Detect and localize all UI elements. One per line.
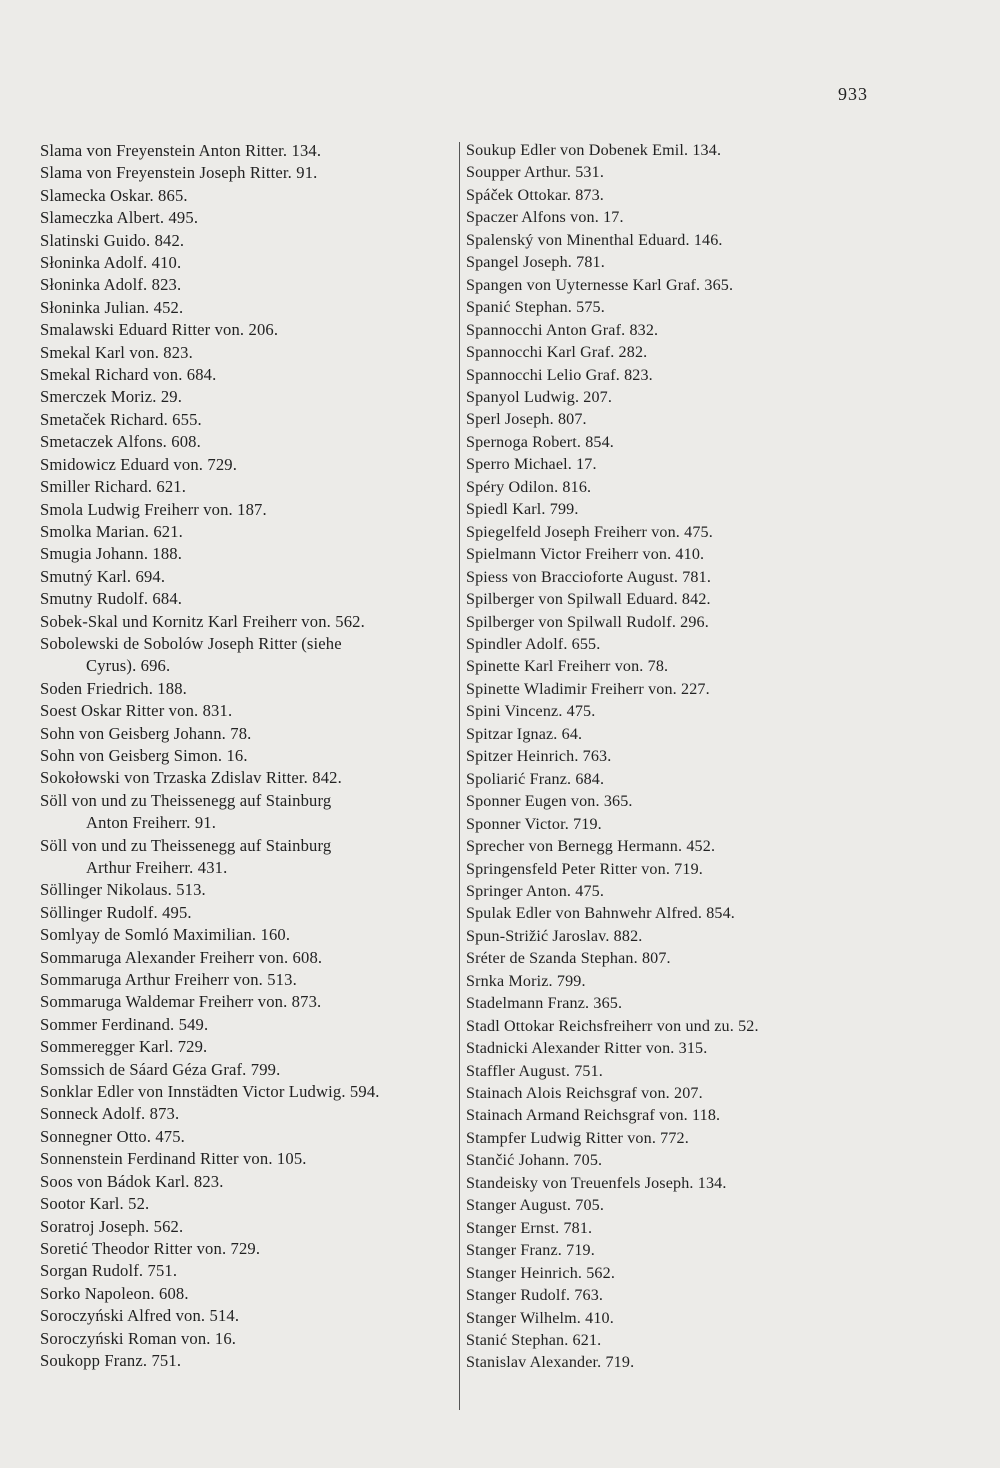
- index-entry: Smiller Richard. 621.: [40, 477, 187, 497]
- index-entry: Sokołowski von Trzaska Zdislav Ritter. 842.: [40, 768, 342, 788]
- index-entry: Spanić Stephan. 575.: [466, 299, 605, 317]
- index-entry: Stanger Ernst. 781.: [466, 1219, 593, 1237]
- index-column-left: [40, 140, 454, 1372]
- index-entry: Spangen von Uyternesse Karl Graf. 365.: [466, 276, 734, 294]
- index-entry: Slama von Freyenstein Anton Ritter. 134.: [40, 141, 322, 160]
- index-entry: Sréter de Szanda Stephan. 807.: [466, 950, 671, 968]
- index-entry: Smolka Marian. 621.: [40, 521, 183, 541]
- index-entry: Smekal Richard von. 684.: [40, 365, 217, 385]
- index-entry: Söllinger Nikolaus. 513.: [40, 880, 206, 900]
- index-entry: Soukup Edler von Dobenek Emil. 134.: [466, 142, 722, 159]
- index-entry: Stanger Heinrich. 562.: [466, 1264, 616, 1282]
- index-entry: Stančić Johann. 705.: [466, 1152, 603, 1170]
- index-entry: Sprecher von Bernegg Hermann. 452.: [466, 838, 716, 856]
- index-entry: Spilberger von Spilwall Rudolf. 296.: [466, 613, 709, 631]
- index-entry: Spangel Joseph. 781.: [466, 254, 605, 272]
- index-entry: Slamecka Oskar. 865.: [40, 185, 188, 205]
- index-entry: Smutný Karl. 694.: [40, 566, 166, 586]
- index-entry: Smekal Karl von. 823.: [40, 342, 193, 362]
- index-entry: Spáček Ottokar. 873.: [466, 186, 604, 204]
- index-entry: Stanger Rudolf. 763.: [466, 1287, 604, 1305]
- index-entry: Smetaček Richard. 655.: [40, 409, 202, 429]
- index-entry: Sonnegner Otto. 475.: [40, 1126, 185, 1146]
- index-entry: Spun-Strižić Jaroslav. 882.: [466, 927, 643, 945]
- index-entry: Smola Ludwig Freiherr von. 187.: [40, 499, 267, 519]
- index-entry: Spannocchi Karl Graf. 282.: [466, 344, 648, 362]
- index-entry: Soratroj Joseph. 562.: [40, 1216, 184, 1236]
- index-entry: Stanger Franz. 719.: [466, 1242, 595, 1260]
- index-entry: Smugia Johann. 188.: [40, 544, 183, 564]
- index-entry: Spindler Adolf. 655.: [466, 635, 601, 653]
- index-entry: Slatinski Guido. 842.: [40, 230, 185, 250]
- index-entry: Spéry Odilon. 816.: [466, 478, 592, 496]
- index-entry: Spitzar Ignaz. 64.: [466, 725, 583, 743]
- index-entry: Spilberger von Spilwall Eduard. 842.: [466, 591, 711, 609]
- column-divider: [459, 142, 460, 1410]
- index-entry: Sonklar Edler von Innstädten Victor Ludwig. 594.: [40, 1082, 380, 1102]
- index-entry: Sonneck Adolf. 873.: [40, 1104, 180, 1124]
- index-entry: Sommaruga Arthur Freiherr von. 513.: [40, 970, 297, 990]
- index-entry: Słoninka Adolf. 410.: [40, 253, 182, 273]
- index-entry: Slama von Freyenstein Joseph Ritter. 91.: [40, 163, 318, 183]
- index-entry: Slameczka Albert. 495.: [40, 208, 199, 228]
- index-entry: Sohn von Geisberg Simon. 16.: [40, 745, 248, 765]
- index-entry: Sommer Ferdinand. 549.: [40, 1014, 209, 1034]
- index-entry: Sommaruga Alexander Freiherr von. 608.: [40, 947, 323, 967]
- page-number: 933: [838, 84, 868, 104]
- index-entry: Sootor Karl. 52.: [40, 1194, 150, 1214]
- index-entry: Söll von und zu Theissenegg auf Stainburg: [40, 790, 332, 810]
- index-entry: Sommeregger Karl. 729.: [40, 1037, 208, 1057]
- index-entry: Spielmann Victor Freiherr von. 410.: [466, 546, 705, 564]
- index-entry: Spiegelfeld Joseph Freiherr von. 475.: [466, 523, 713, 541]
- index-entry: Sperro Michael. 17.: [466, 456, 597, 474]
- index-entry: Spitzer Heinrich. 763.: [466, 748, 612, 766]
- index-entry: Słoninka Adolf. 823.: [40, 275, 182, 295]
- index-entry-continuation: Cyrus). 696.: [86, 656, 171, 676]
- index-entry: Srnka Moriz. 799.: [466, 972, 586, 990]
- index-entry-continuation: Anton Freiherr. 91.: [86, 813, 217, 833]
- index-entry: Stadnicki Alexander Ritter von. 315.: [466, 1040, 708, 1058]
- index-entry: Sorko Napoleon. 608.: [40, 1283, 189, 1303]
- index-entry: Somssich de Sáard Géza Graf. 799.: [40, 1059, 281, 1079]
- index-entry: Smidowicz Eduard von. 729.: [40, 454, 238, 474]
- index-entry: Springer Anton. 475.: [466, 882, 605, 900]
- index-entry: Soroczyński Roman von. 16.: [40, 1328, 237, 1348]
- index-entry: Spannocchi Lelio Graf. 823.: [466, 366, 653, 384]
- index-entry: Spalenský von Minenthal Eduard. 146.: [466, 231, 723, 249]
- index-entry: Stanger August. 705.: [466, 1197, 605, 1215]
- index-entry: Soroczyński Alfred von. 514.: [40, 1306, 240, 1326]
- index-entry: Sorgan Rudolf. 751.: [40, 1261, 178, 1281]
- index-entry: Somlyay de Somló Maximilian. 160.: [40, 925, 291, 945]
- index-entry: Spoliarić Franz. 684.: [466, 770, 605, 788]
- index-entry-continuation: Arthur Freiherr. 431.: [86, 858, 228, 877]
- index-entry: Smutny Rudolf. 684.: [40, 589, 183, 609]
- index-entry: Spini Vincenz. 475.: [466, 703, 596, 721]
- index-entry: Spiess von Braccioforte August. 781.: [466, 568, 711, 586]
- index-entry: Soos von Bádok Karl. 823.: [40, 1171, 224, 1191]
- index-entry: Spinette Karl Freiherr von. 78.: [466, 658, 669, 676]
- index-entry: Söllinger Rudolf. 495.: [40, 902, 192, 922]
- index-entry: Stadelmann Franz. 365.: [466, 995, 623, 1013]
- index-entry: Sommaruga Waldemar Freiherr von. 873.: [40, 992, 322, 1012]
- index-entry: Staffler August. 751.: [466, 1062, 603, 1080]
- index-entry: Smerczek Moriz. 29.: [40, 387, 183, 407]
- index-entry: Słoninka Julian. 452.: [40, 297, 184, 317]
- index-entry: Spernoga Robert. 854.: [466, 433, 614, 451]
- index-entry: Soukopp Franz. 751.: [40, 1350, 182, 1370]
- index-entry: Sohn von Geisberg Johann. 78.: [40, 723, 252, 743]
- index-entry: Söll von und zu Theissenegg auf Stainburg: [40, 835, 332, 855]
- index-entry: Stainach Armand Reichsgraf von. 118.: [466, 1107, 721, 1125]
- index-entry: Spannocchi Anton Graf. 832.: [466, 321, 659, 339]
- index-entry: Soest Oskar Ritter von. 831.: [40, 701, 233, 721]
- index-entry: Spiedl Karl. 799.: [466, 501, 579, 519]
- index-entry: Sobolewski de Sobolów Joseph Ritter (siehe: [40, 633, 342, 653]
- index-entry: Stainach Alois Reichsgraf von. 207.: [466, 1085, 703, 1103]
- index-entry: Sobek-Skal und Kornitz Karl Freiherr von. 562.: [40, 611, 365, 631]
- index-entry: Spanyol Ludwig. 207.: [466, 388, 613, 406]
- index-entry: Sponner Victor. 719.: [466, 815, 602, 833]
- index-entry: Spaczer Alfons von. 17.: [466, 209, 624, 227]
- index-entry: Spulak Edler von Bahnwehr Alfred. 854.: [466, 905, 735, 923]
- index-entry: Soden Friedrich. 188.: [40, 678, 187, 698]
- index-entry: Stadl Ottokar Reichsfreiherr von und zu. 52.: [466, 1017, 759, 1035]
- index-entry: Standeisky von Treuenfels Joseph. 134.: [466, 1174, 727, 1192]
- index-entry: Sperl Joseph. 807.: [466, 411, 587, 429]
- index-entry: Stanić Stephan. 621.: [466, 1332, 602, 1350]
- index-entry: Smalawski Eduard Ritter von. 206.: [40, 320, 279, 340]
- index-entry: Sonnenstein Ferdinand Ritter von. 105.: [40, 1149, 307, 1169]
- index-entry: Stanislav Alexander. 719.: [466, 1354, 635, 1372]
- index-entry: Smetaczek Alfons. 608.: [40, 432, 201, 452]
- index-entry: Soretić Theodor Ritter von. 729.: [40, 1238, 261, 1258]
- index-entry: Springensfeld Peter Ritter von. 719.: [466, 860, 703, 878]
- index-entry: Soupper Arthur. 531.: [466, 164, 605, 182]
- index-entry: Sponner Eugen von. 365.: [466, 793, 633, 811]
- index-column-right: [466, 140, 846, 1375]
- index-entry: Stampfer Ludwig Ritter von. 772.: [466, 1129, 689, 1147]
- index-entry: Spinette Wladimir Freiherr von. 227.: [466, 680, 710, 698]
- index-entry: Stanger Wilhelm. 410.: [466, 1309, 614, 1327]
